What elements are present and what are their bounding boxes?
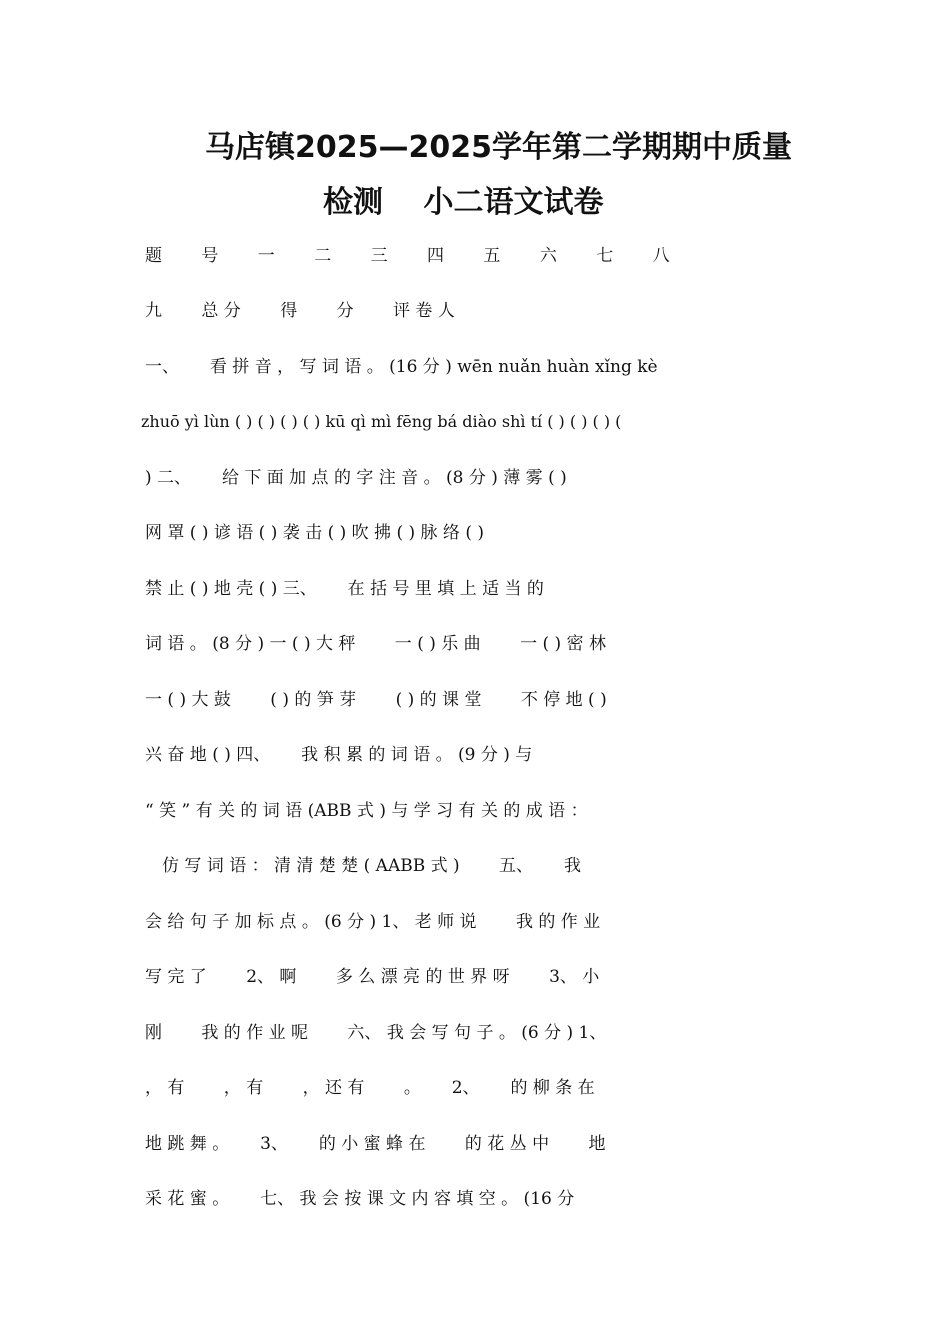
text-line: 一 ( ) 大 鼓 ( ) 的 笋 芽 ( ) 的 课 堂 不 停 地 ( ) — [145, 690, 607, 710]
text-line: 会 给 句 子 加 标 点 。 (6 分 ) 1、 老 师 说 我 的 作 业 — [145, 912, 601, 932]
exam-title-line-2: 检测 小二语文试卷 — [323, 185, 604, 220]
text-line: 仿 写 词 语 ： 清 清 楚 楚 ( AABB 式 ) 五、 我 — [145, 856, 581, 876]
text-line: 写 完 了 2、 啊 多 么 漂 亮 的 世 界 呀 3、 小 — [145, 967, 600, 987]
text-line: 词 语 。 (8 分 ) 一 ( ) 大 秤 一 ( ) 乐 曲 一 ( ) 密 林 — [145, 634, 606, 654]
text-line: 采 花 蜜 。 七、 我 会 按 课 文 内 容 填 空 。 (16 分 — [145, 1189, 575, 1209]
exam-title-line-1: 马店镇2025—2025学年第二学期期中质量 — [205, 130, 792, 165]
text-line: 禁 止 ( ) 地 壳 ( ) 三、 在 括 号 里 填 上 适 当 的 — [145, 579, 544, 599]
text-line: 题 号 一 二 三 四 五 六 七 八 — [145, 246, 670, 266]
text-line: 兴 奋 地 ( ) 四、 我 积 累 的 词 语 。 (9 分 ) 与 — [145, 745, 533, 765]
text-line: 网 罩 ( ) 谚 语 ( ) 袭 击 ( ) 吹 拂 ( ) 脉 络 ( ) — [145, 523, 484, 543]
text-line: “ 笑 ” 有 关 的 词 语 (ABB 式 ) 与 学 习 有 关 的 成 语 ： — [145, 801, 588, 821]
text-line: ， 有 ， 有 ， 还 有 。 2、 的 柳 条 在 — [145, 1078, 595, 1098]
text-line: 地 跳 舞 。 3、 的 小 蜜 蜂 在 的 花 丛 中 地 — [145, 1134, 606, 1154]
text-line: zhuō yì lùn ( ) ( ) ( ) ( ) kū qì mì fēng bá diào shì tí ( ) ( ) ( ) ( — [141, 412, 622, 431]
text-line: 一、 看 拼 音 ， 写 词 语 。 (16 分 ) wēn nuǎn huàn xǐng kè — [145, 357, 658, 377]
text-line: 九 总 分 得 分 评 卷 人 — [145, 301, 455, 321]
text-line: 刚 我 的 作 业 呢 六、 我 会 写 句 子 。 (6 分 ) 1、 — [145, 1023, 607, 1043]
text-line: ) 二、 给 下 面 加 点 的 字 注 音 。 (8 分 ) 薄 雾 ( ) — [145, 468, 567, 488]
